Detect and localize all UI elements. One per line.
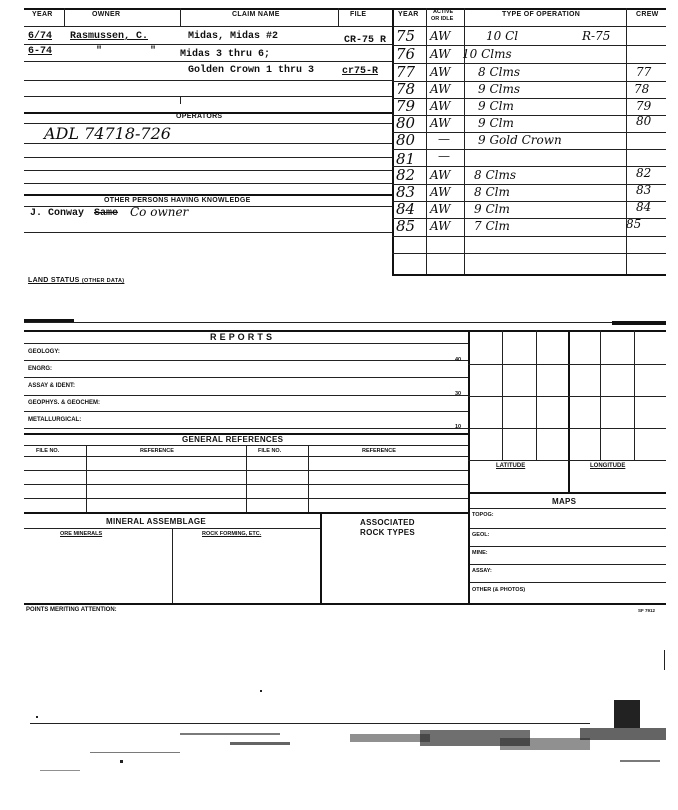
or-idle-header: OR IDLE (431, 16, 454, 22)
points-meriting-attention-label: POINTS MERITING ATTENTION: (26, 607, 117, 613)
activity-crew: 82 (636, 166, 652, 180)
ref-file-no-header-2: FILE NO. (258, 448, 282, 454)
owner-row-1-claim: Midas, Midas #2 (188, 31, 279, 42)
maps-geol: GEOL: (472, 532, 490, 538)
report-assay: ASSAY & IDENT: (28, 383, 76, 389)
report-metallurgical: METALLURGICAL: (28, 417, 82, 423)
other-persons-label: OTHER PERSONS HAVING KNOWLEDGE (104, 197, 251, 204)
rock-forming-header: ROCK FORMING, ETC. (202, 531, 262, 537)
associated-header-2: ROCK TYPES (360, 528, 416, 537)
activity-operation: 10 Clms (462, 47, 512, 61)
maps-topog: TOPOG: (472, 512, 494, 518)
activity-crew: 84 (636, 200, 652, 214)
report-num-30: 30 (455, 391, 462, 397)
activity-status: AW (430, 29, 451, 43)
activity-status: AW (430, 185, 451, 199)
report-engrg: ENGRG: (28, 366, 52, 372)
ref-file-no-header-1: FILE NO. (36, 448, 60, 454)
activity-crew: R-75 (582, 29, 611, 43)
activity-operation: 8 Clms (474, 168, 517, 182)
activity-status: — (438, 132, 450, 146)
activity-year: 79 (396, 97, 416, 115)
ore-minerals-header: ORE MINERALS (60, 531, 103, 537)
activity-year: 75 (396, 27, 416, 45)
form-number: SF 7912 (638, 608, 656, 613)
file-header: FILE (350, 11, 367, 18)
owner-row-3-claim: Golden Crown 1 thru 3 (188, 65, 315, 76)
longitude-label: LONGITUDE (590, 463, 626, 469)
activity-status: AW (430, 65, 451, 79)
active-header: ACTIVE (433, 9, 454, 15)
activity-operation: 8 Clm (474, 185, 510, 199)
owner-row-2-claim: Midas 3 thru 6; (180, 49, 271, 60)
activity-year: 77 (396, 63, 416, 81)
owner-row-1-year: 6/74 (28, 31, 53, 42)
operators-entry: ADL 74718-726 (44, 124, 171, 143)
owner-row-2-year: 6-74 (28, 46, 53, 57)
activity-status: AW (430, 47, 451, 61)
report-geophys: GEOPHYS. & GEOCHEM: (28, 400, 101, 406)
activity-operation: 9 Clm (478, 99, 514, 113)
activity-status: AW (430, 202, 451, 216)
associated-header-1: ASSOCIATED (360, 518, 415, 527)
activity-status: AW (430, 168, 451, 182)
owner-row-2-ditto-1: " (96, 46, 103, 57)
owner-row-2-ditto-2: " (150, 46, 157, 57)
other-persons-handwritten: Co owner (130, 205, 189, 219)
activity-year: 85 (396, 217, 416, 235)
owner-row-1-owner: Rasmussen, C. (70, 31, 149, 42)
activity-year: 82 (396, 166, 416, 184)
year-right-header: YEAR (398, 11, 419, 18)
activity-status: AW (430, 99, 451, 113)
other-persons-struck: Same (94, 208, 119, 219)
activity-year: 84 (396, 200, 416, 218)
maps-title: MAPS (552, 497, 577, 506)
activity-crew: 83 (636, 183, 652, 197)
report-geology: GEOLOGY: (28, 349, 60, 355)
activity-year: 78 (396, 80, 416, 98)
year-header: YEAR (32, 11, 53, 18)
scan-mark (612, 321, 666, 325)
activity-crew: 78 (634, 82, 650, 96)
crew-header: CREW (636, 11, 659, 18)
owner-row-3-file: cr75-R (342, 66, 379, 77)
activity-year: 83 (396, 183, 416, 201)
activity-operation: 9 Clm (474, 202, 510, 216)
activity-status: AW (430, 219, 451, 233)
activity-status: AW (430, 116, 451, 130)
activity-crew: 77 (636, 65, 652, 79)
other-persons-typed: J. Conway (30, 208, 85, 219)
activity-year: 76 (396, 45, 416, 63)
ref-reference-header-2: REFERENCE (362, 448, 396, 454)
activity-year: 80 (396, 131, 416, 149)
ref-reference-header-1: REFERENCE (140, 448, 174, 454)
activity-operation: 7 Clm (474, 219, 510, 233)
mineral-assemblage-title: MINERAL ASSEMBLAGE (106, 517, 207, 526)
latitude-label: LATITUDE (496, 463, 526, 469)
maps-assay: ASSAY: (472, 568, 492, 574)
land-status-label: LAND STATUS (OTHER DATA) (28, 277, 125, 284)
owner-row-1-file: CR-75 R (344, 35, 387, 46)
operators-label: OPERATORS (176, 113, 223, 120)
activity-crew: 80 (636, 114, 652, 128)
activity-year: 81 (396, 150, 416, 168)
activity-status: — (438, 149, 450, 163)
activity-operation: 9 Gold Crown (478, 133, 562, 147)
activity-operation: 10 Cl (486, 29, 519, 43)
activity-crew: 79 (636, 99, 652, 113)
activity-operation: 8 Clms (478, 65, 521, 79)
owner-header: OWNER (92, 11, 121, 18)
activity-operation: 9 Clms (478, 82, 521, 96)
activity-year: 80 (396, 114, 416, 132)
claim-name-header: CLAIM NAME (232, 11, 280, 18)
general-references-title: GENERAL REFERENCES (182, 435, 284, 444)
reports-title: R E P O R T S (210, 332, 273, 342)
activity-status: AW (430, 82, 451, 96)
activity-operation: 9 Clm (478, 116, 514, 130)
type-of-operation-header: TYPE OF OPERATION (502, 11, 581, 18)
report-num-10: 10 (455, 424, 462, 430)
maps-other: OTHER (& PHOTOS) (472, 587, 526, 593)
report-num-40: 40 (455, 357, 462, 363)
maps-mine: MINE: (472, 550, 488, 556)
activity-crew: 85 (626, 217, 642, 231)
